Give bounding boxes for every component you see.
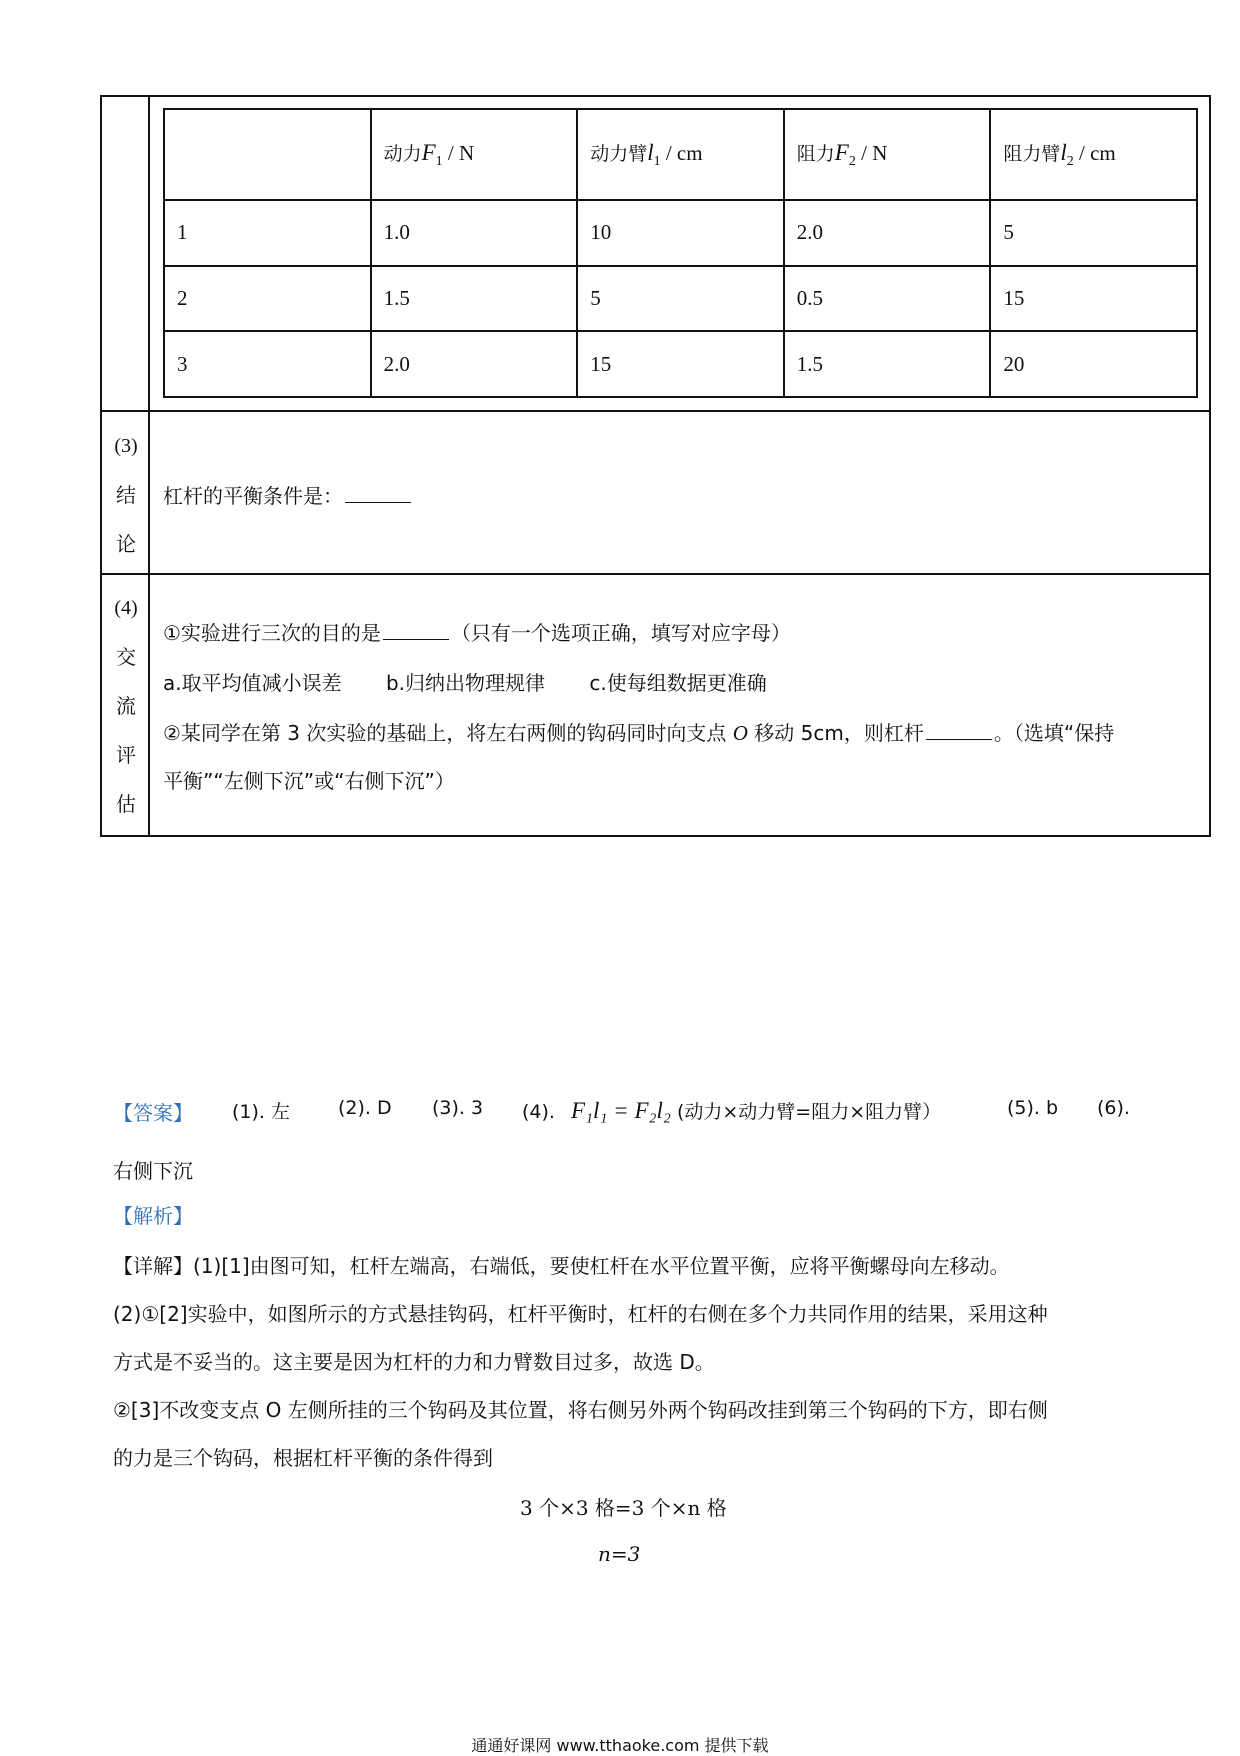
section4-q1 bbox=[163, 617, 791, 646]
answer-item-5: (5). b bbox=[1007, 1097, 1059, 1119]
section4-number: (4) bbox=[114, 597, 138, 619]
q2-suffix: 。（选填“保持 bbox=[993, 721, 1115, 745]
q2-line2: 平衡”“左侧下沉”或“右侧下沉”） bbox=[163, 769, 455, 793]
table-row bbox=[164, 266, 1197, 332]
table-cell: 15 bbox=[577, 331, 784, 397]
option-c: c.使每组数据更准确 bbox=[589, 671, 767, 695]
section3-label-char: 论 bbox=[116, 532, 136, 556]
table-cell: 10 bbox=[577, 200, 784, 266]
answer-item-4-suffix: (动力×动力臂=阻力×阻力臂） bbox=[676, 1101, 942, 1123]
page-footer: 通通好课网 www.tthaoke.com 提供下载 bbox=[471, 1736, 769, 1755]
section4-q2-line2 bbox=[163, 765, 455, 794]
analysis-paragraph: 方式是不妥当的。这主要是因为杠杆的力和力臂数目过多，故选 D。 bbox=[113, 1350, 715, 1374]
table-header-row bbox=[164, 109, 1197, 200]
answer-item-4 bbox=[522, 1097, 941, 1124]
table-cell: 1.5 bbox=[784, 331, 991, 397]
row-divider-1 bbox=[100, 410, 1211, 412]
answer-item-6: (6). bbox=[1097, 1097, 1130, 1119]
table-cell: 5 bbox=[577, 266, 784, 332]
section3-label bbox=[102, 422, 150, 569]
section3-question bbox=[163, 480, 413, 509]
analysis-paragraph: 【详解】(1)[1]由图可知，杠杆左端高，右端低，要使杠杆在水平位置平衡，应将平衡螺母向左移动。 bbox=[113, 1254, 1010, 1278]
section4-label bbox=[102, 584, 150, 829]
q2-mid: 移动 5cm，则杠杆 bbox=[747, 721, 924, 745]
equation-2: n=3 bbox=[598, 1542, 641, 1566]
answer-item-2: (2). D bbox=[338, 1097, 392, 1119]
section4-options bbox=[163, 667, 767, 696]
header-cell-effort-arm: 动力臂$l_1$ / cm bbox=[577, 109, 784, 200]
answer-item-3: (3). 3 bbox=[432, 1097, 484, 1119]
section3-number: (3) bbox=[114, 435, 138, 457]
table-row bbox=[164, 200, 1197, 266]
section3-text: 杠杆的平衡条件是： bbox=[163, 484, 343, 508]
answer-item-1: (1). 左 bbox=[232, 1101, 290, 1123]
answer-blank bbox=[345, 501, 411, 503]
section4-label-char: 交 bbox=[116, 645, 136, 669]
section4-label-char: 评 bbox=[116, 743, 136, 767]
answer-tag: 【答案】 bbox=[113, 1101, 193, 1125]
table-cell: 3 bbox=[164, 331, 371, 397]
table-cell: 1.0 bbox=[371, 200, 578, 266]
q2-prefix: ②某同学在第 3 次实验的基础上，将左右两侧的钩码同时向支点 bbox=[163, 721, 733, 745]
fulcrum-symbol: O bbox=[732, 721, 748, 745]
header-cell-load-arm: 阻力臂$l_2$ / cm bbox=[990, 109, 1197, 200]
table-cell: 20 bbox=[990, 331, 1197, 397]
lever-data-table bbox=[163, 108, 1198, 398]
option-a: a.取平均值减小误差 bbox=[163, 671, 342, 695]
table-cell: 1 bbox=[164, 200, 371, 266]
equation-1: 3 个×3 格=3 个×n 格 bbox=[520, 1496, 727, 1520]
answer-blank bbox=[383, 638, 449, 640]
answer-formula: F₁l₁ = F₂l₂ bbox=[571, 1098, 671, 1123]
section4-q2-line1 bbox=[163, 717, 1203, 746]
analysis-paragraph: 的力是三个钩码，根据杠杆平衡的条件得到 bbox=[113, 1446, 493, 1470]
analysis-tag: 【解析】 bbox=[113, 1204, 193, 1228]
row-divider-2 bbox=[100, 573, 1211, 575]
table-cell: 2 bbox=[164, 266, 371, 332]
header-cell-load-force: 阻力$F_2$ / N bbox=[784, 109, 991, 200]
q1-prefix: ①实验进行三次的目的是 bbox=[163, 621, 381, 645]
table-cell: 2.0 bbox=[371, 331, 578, 397]
answer-item-4-prefix: (4). bbox=[522, 1101, 555, 1123]
table-row bbox=[164, 331, 1197, 397]
analysis-paragraph: ②[3]不改变支点 O 左侧所挂的三个钩码及其位置，将右侧另外两个钩码改挂到第三个钩码的下方，即右侧 bbox=[113, 1398, 1048, 1422]
header-cell-index bbox=[164, 109, 371, 200]
analysis-paragraph: (2)①[2]实验中，如图所示的方式悬挂钩码，杠杆平衡时，杠杆的右侧在多个力共同作用的结果，采用这种 bbox=[113, 1302, 1048, 1326]
q1-suffix: （只有一个选项正确，填写对应字母） bbox=[450, 621, 791, 645]
answer-item-6-cont: 右侧下沉 bbox=[113, 1159, 193, 1183]
section4-label-char: 估 bbox=[116, 792, 136, 816]
table-cell: 2.0 bbox=[784, 200, 991, 266]
section4-label-char: 流 bbox=[116, 694, 136, 718]
table-cell: 5 bbox=[990, 200, 1197, 266]
table-cell: 1.5 bbox=[371, 266, 578, 332]
header-cell-effort-force: 动力$F_1$ / N bbox=[371, 109, 578, 200]
answer-blank bbox=[926, 738, 992, 740]
table-cell: 15 bbox=[990, 266, 1197, 332]
table-cell: 0.5 bbox=[784, 266, 991, 332]
section3-label-char: 结 bbox=[116, 483, 136, 507]
option-b: b.归纳出物理规律 bbox=[385, 671, 546, 695]
